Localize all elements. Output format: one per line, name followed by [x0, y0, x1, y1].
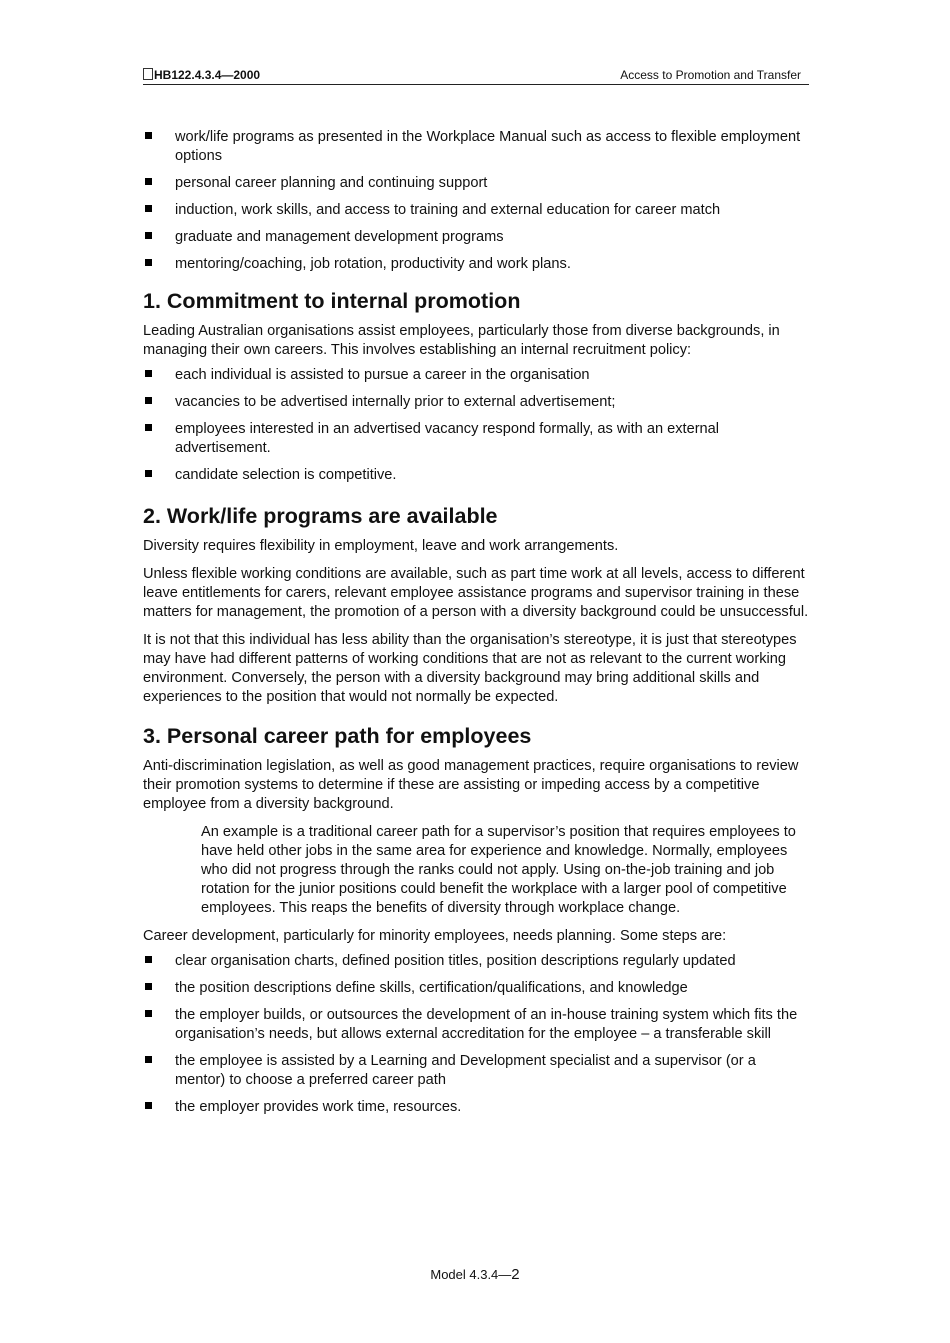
page-content [143, 128, 809, 1125]
section2-heading: 2. Work/life programs are available [143, 504, 498, 528]
header-title: Access to Promotion and Transfer [620, 68, 801, 82]
list-item: the employer provides work time, resources. [143, 1098, 809, 1117]
section3-heading: 3. Personal career path for employees [143, 724, 532, 748]
intro-list [143, 128, 809, 274]
section1-list [143, 366, 809, 485]
bullet-icon [145, 205, 152, 212]
bullet-icon [145, 232, 152, 239]
footer-label: Model 4.3.4— [430, 1267, 512, 1282]
section2-paragraph-1: Diversity requires flexibility in employment, leave and work arrangements. [143, 538, 619, 554]
bullet-icon [145, 397, 152, 404]
bullet-icon [145, 132, 152, 139]
list-item: candidate selection is competitive. [143, 466, 809, 485]
checkbox-glyph-icon [143, 68, 153, 80]
list-item: clear organisation charts, defined position titles, position descriptions regularly updated [143, 952, 809, 971]
list-item: mentoring/coaching, job rotation, productivity and work plans. [143, 255, 809, 274]
section3-example: An example is a traditional career path for a supervisor’s position that requires employees to have held other jobs in the same area for experience and knowledge. Normally, employees who did not progress through the ranks could not apply. Using on-the-job training and job rotation for the junior positions could benefit the workplace with a larger pool of competitive employees. This reaps the benefits of diversity through workplace change. [201, 824, 796, 916]
bullet-icon [145, 470, 152, 477]
list-item: vacancies to be advertised internally prior to external advertisement; [143, 393, 809, 412]
page-footer [0, 1266, 950, 1283]
header-code: HB122.4.3.4—2000 [143, 68, 260, 82]
page-number: 2 [511, 1266, 520, 1283]
list-item: personal career planning and continuing support [143, 174, 809, 193]
section3-list [143, 952, 809, 1117]
list-item: induction, work skills, and access to training and external education for career match [143, 201, 809, 220]
list-item: the position descriptions define skills, certification/qualifications, and knowledge [143, 979, 809, 998]
bullet-icon [145, 178, 152, 185]
bullet-icon [145, 1056, 152, 1063]
section1-paragraph: Leading Australian organisations assist employees, particularly those from diverse backgrounds, in managing their own careers. This involves establishing an internal recruitment policy: [143, 323, 780, 358]
page-header [143, 66, 809, 85]
section2-paragraph-3: It is not that this individual has less ability than the organisation’s stereotype, it is just that stereotypes may have had different patterns of working conditions that are not as relevant to the current working environment. Conversely, the person with a diversity background may bring additional skills and experiences to the position that would not normally be expected. [143, 632, 797, 705]
bullet-icon [145, 259, 152, 266]
section3-paragraph-2: Career development, particularly for minority employees, needs planning. Some steps are: [143, 928, 727, 944]
list-item: the employer builds, or outsources the development of an in-house training system which fits the organisation’s needs, but allows external accreditation for the employee – a transferable skill [143, 1006, 809, 1044]
section3-paragraph-1: Anti-discrimination legislation, as well as good management practices, require organisations to review their promotion systems to determine if these are assisting or impeding access by a competitive employee from a diversity background. [143, 758, 799, 812]
bullet-icon [145, 1102, 152, 1109]
bullet-icon [145, 370, 152, 377]
list-item: each individual is assisted to pursue a career in the organisation [143, 366, 809, 385]
section1-heading: 1. Commitment to internal promotion [143, 289, 521, 313]
list-item: the employee is assisted by a Learning and Development specialist and a supervisor (or a mentor) to choose a preferred career path [143, 1052, 809, 1090]
bullet-icon [145, 424, 152, 431]
list-item: graduate and management development programs [143, 228, 809, 247]
bullet-icon [145, 1010, 152, 1017]
list-item: employees interested in an advertised vacancy respond formally, as with an external advertisement. [143, 420, 809, 458]
list-item: work/life programs as presented in the Workplace Manual such as access to flexible employment options [143, 128, 809, 166]
bullet-icon [145, 983, 152, 990]
section2-paragraph-2: Unless flexible working conditions are available, such as part time work at all levels, access to different leave entitlements for carers, relevant employee assistance programs and supervisor training in these matters for management, the promotion of a person with a diversity background could be unsuccessful. [143, 566, 809, 620]
bullet-icon [145, 956, 152, 963]
